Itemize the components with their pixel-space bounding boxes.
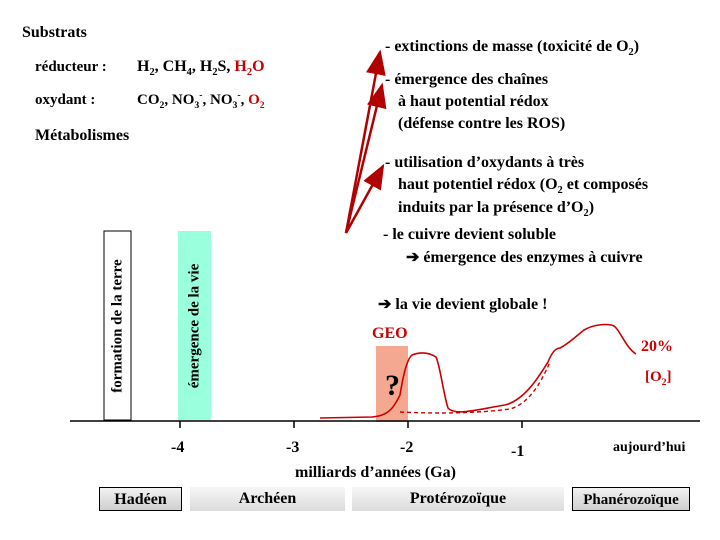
arrow-to-chaines [346, 85, 382, 233]
terre-band-label: formation de la terre [109, 258, 125, 393]
consequence-oxydants-3: induits par la présence $d’O_2$) [398, 199, 595, 220]
tick-label-today: aujourd’hui [613, 440, 686, 455]
tick-label-minus-3: -3 [286, 439, 300, 456]
consequence-oxydants-2: haut potentiel rédox ($O_2$ et composés [398, 176, 649, 197]
reducteur-label: réducteur : [35, 59, 107, 75]
o2-curve-dashed [400, 362, 550, 413]
oxydant-substrates: $CO_2$, $NO_3^-$, $NO_3^-$, $O_2$ [137, 90, 265, 111]
consequence-extinctions: - extinctions de masse (toxicité de $O_2$) [385, 38, 640, 59]
vie-band-label: émergence de la vie [186, 263, 202, 388]
eon-phanerozoique: Phanérozoïque [572, 487, 690, 511]
reducteur-substrates: $H_2$, $CH_4$, $H_2S$, $H_2O$ [137, 58, 265, 79]
substrats-title: Substrats [22, 24, 87, 41]
tick-label-minus-1: -1 [511, 443, 525, 460]
consequence-cuivre: - le cuivre devient soluble [383, 226, 557, 243]
vie-globale-label: ➔ la vie devient globale ! [378, 296, 548, 313]
o2-concentration-label: $[O_2]$ [645, 369, 672, 388]
axis-ticks [180, 421, 522, 428]
eon-hadeen: Hadéen [99, 487, 182, 511]
arrow-right-icon: ➔ [406, 249, 420, 266]
consequence-oxydants-1: - utilisation d’oxydants à très [385, 154, 585, 171]
arrow-right-icon: ➔ [378, 296, 392, 313]
eon-archeen: Archéen [190, 487, 345, 511]
arrow-to-extinctions [346, 52, 380, 233]
question-mark: ? [385, 369, 400, 402]
tick-label-minus-4: -4 [171, 439, 185, 456]
consequence-chaines-2: à haut potential rédox [398, 93, 549, 110]
consequence-enzymes: ➔ émergence des enzymes à cuivre [406, 249, 643, 266]
oxydant-label: oxydant : [35, 92, 96, 108]
metabolismes-title: Métabolismes [35, 127, 130, 144]
tick-label-minus-2: -2 [400, 439, 414, 456]
o2-percent-label: 20% [641, 338, 673, 355]
consequence-chaines-1: - émergence des chaînes [385, 71, 549, 88]
o2-curve [320, 325, 636, 418]
axis-title: milliards d’années (Ga) [295, 464, 456, 481]
eon-proterozoique: Protérozoïque [352, 487, 564, 511]
geo-label: GEO [372, 325, 408, 342]
consequence-chaines-3: (défense contre les ROS) [398, 115, 566, 132]
